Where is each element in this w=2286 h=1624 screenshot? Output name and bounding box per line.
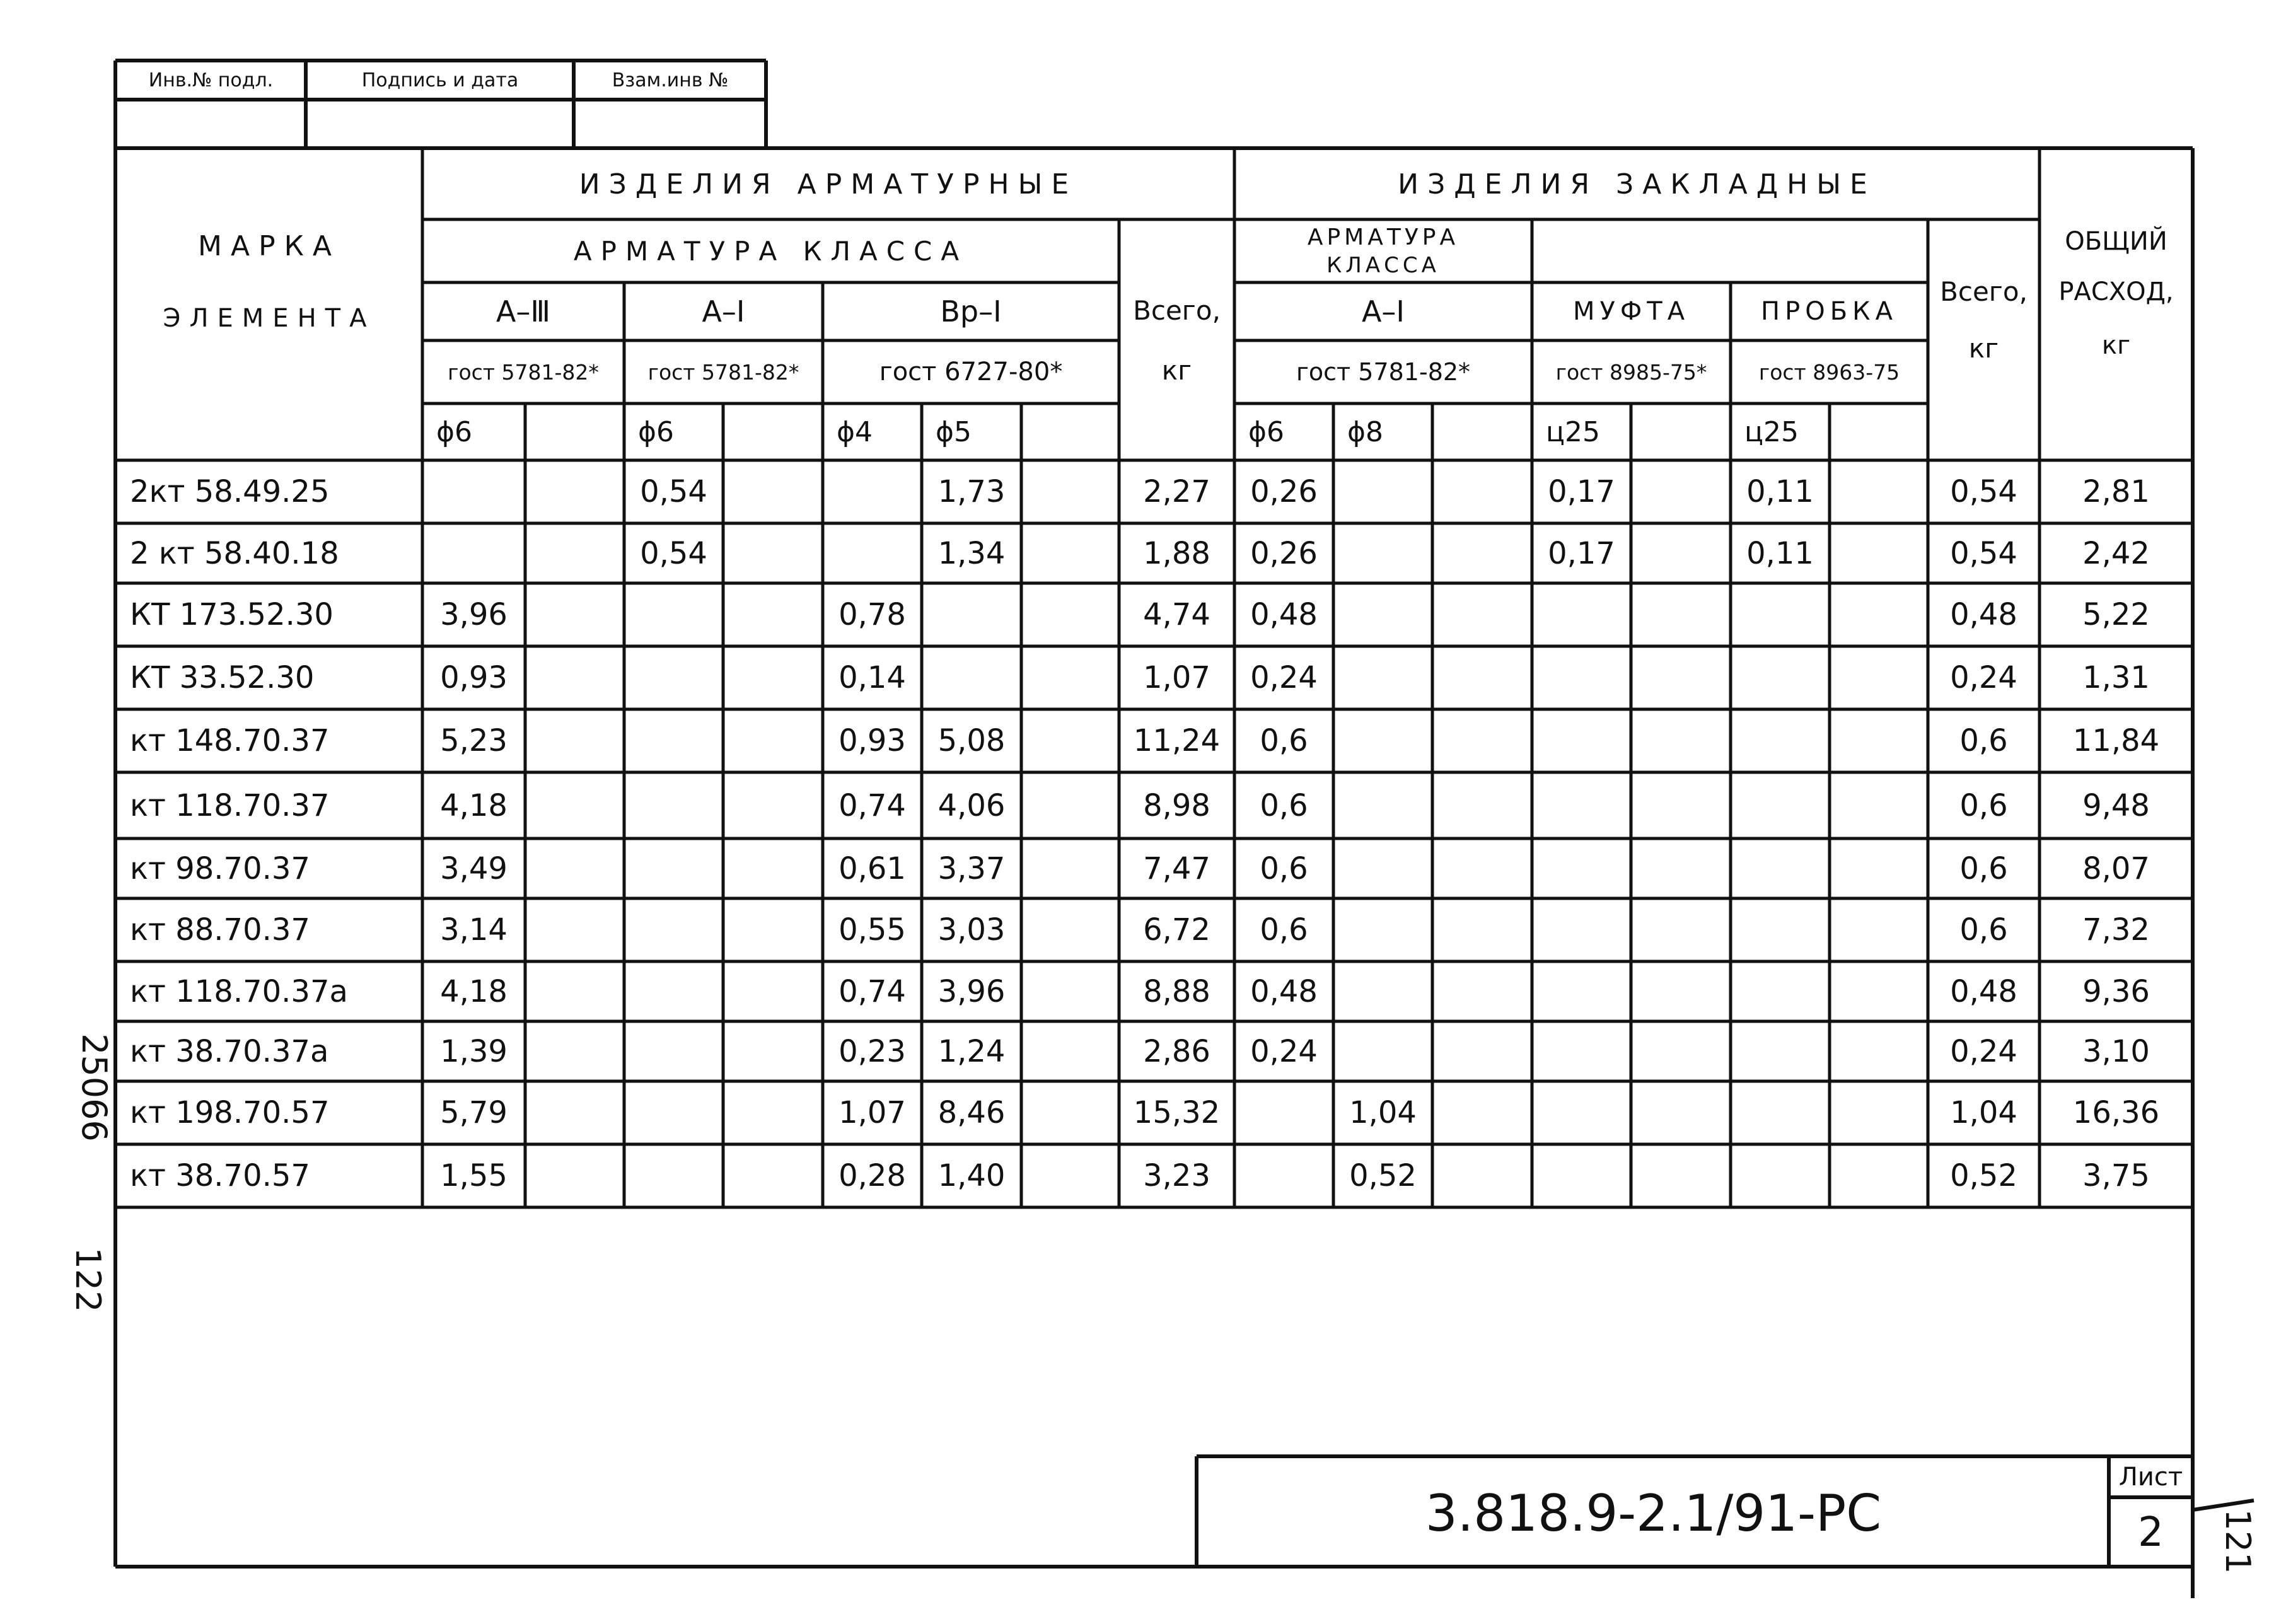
cell-a3: 3,49: [440, 850, 508, 886]
cell-z6: 0,24: [1250, 660, 1318, 695]
cell-a3: 0,93: [440, 660, 508, 695]
cell-bp4: 1,07: [838, 1095, 906, 1130]
cell-vsego1: 2,86: [1143, 1033, 1210, 1069]
cell-z6: [1236, 1083, 1332, 1142]
header-class-a3: А–Ⅲ: [496, 294, 551, 328]
stamp-inv-podl: Инв.№ подл.: [148, 69, 274, 91]
cell-bp5: 1,24: [937, 1033, 1006, 1069]
cell-total: 16,36: [2072, 1095, 2160, 1130]
cell-a1: [626, 1146, 721, 1205]
cell-z8: [1335, 840, 1430, 896]
header-kg-1: кг: [1161, 355, 1192, 386]
cell-mufta: [1534, 1146, 1629, 1205]
cell-bp4: 0,78: [838, 597, 906, 632]
cell-total: 8,07: [2082, 850, 2150, 886]
header-armatura-klassa-z-line2: КЛАССА: [1326, 253, 1440, 278]
element-mark: кт 118.70.37а: [130, 973, 348, 1009]
header-gost-a1: гост 5781-82*: [647, 359, 799, 385]
cell-z8: [1335, 900, 1430, 960]
element-mark: кт 198.70.57: [130, 1095, 330, 1130]
page-number-right: 121: [2218, 1509, 2258, 1574]
cell-a3: 1,55: [440, 1158, 508, 1193]
cell-z8: [1335, 1023, 1430, 1079]
cell-a3: [424, 462, 523, 521]
cell-bp5: 3,96: [937, 973, 1006, 1009]
cell-a1: [626, 585, 721, 644]
cell-probka: [1732, 774, 1828, 837]
sheet-number: 2: [2138, 1509, 2164, 1556]
element-mark: 2 кт 58.40.18: [130, 535, 339, 571]
cell-total: 5,22: [2082, 597, 2150, 632]
cell-vsego2: 1,04: [1950, 1095, 2017, 1130]
cell-z8: [1335, 963, 1430, 1019]
element-mark: КТ 173.52.30: [130, 597, 334, 632]
cell-probka: [1732, 840, 1828, 896]
cell-total: 11,84: [2072, 723, 2160, 758]
cell-vsego1: 1,07: [1143, 660, 1210, 695]
header-armatura-klassa: АРМАТУРА КЛАССА: [573, 235, 968, 267]
cell-z6: 0,48: [1250, 597, 1318, 632]
header-diameter-z-6: ϕ6: [1248, 415, 1285, 448]
cell-a1: [626, 1083, 721, 1142]
document-designation: 3.818.9-2.1/91-РС: [1425, 1483, 1882, 1543]
cell-a1: 0,54: [640, 535, 707, 571]
cell-vsego2: 0,24: [1950, 1033, 2017, 1069]
header-probka: ПРОБКА: [1761, 297, 1898, 326]
cell-z6: 0,6: [1260, 723, 1308, 758]
cell-a3: 5,23: [440, 723, 508, 758]
cell-mufta: [1534, 840, 1629, 896]
cell-a3: [424, 525, 523, 581]
cell-mufta: [1534, 648, 1629, 707]
cell-vsego2: 0,24: [1950, 660, 2017, 695]
header-diameter-bp1-5: ϕ5: [936, 415, 972, 448]
cell-total: 2,42: [2082, 535, 2150, 571]
header-class-a1-z: А–I: [1361, 294, 1405, 328]
stamp-podpis-data: Подпись и дата: [361, 69, 519, 91]
cell-probka: [1732, 648, 1828, 707]
cell-bp5: 5,08: [937, 723, 1006, 758]
header-diameter-a3: ϕ6: [436, 415, 473, 448]
cell-vsego1: 4,74: [1143, 597, 1210, 632]
cell-bp4: 0,74: [838, 973, 906, 1009]
cell-bp4: [825, 462, 920, 521]
element-mark: кт 38.70.57: [130, 1158, 310, 1193]
cell-a1: [626, 900, 721, 960]
header-mufta: МУФТА: [1572, 297, 1690, 326]
element-mark: кт 148.70.37: [130, 723, 330, 758]
cell-z6: 0,24: [1250, 1033, 1318, 1069]
header-vsego-2: Всего,: [1940, 276, 2028, 307]
cell-vsego2: 0,54: [1950, 474, 2017, 509]
cell-bp4: 0,61: [838, 850, 906, 886]
cell-bp4: 0,23: [838, 1033, 906, 1069]
element-mark: кт 98.70.37: [130, 850, 310, 886]
cell-mufta: 0,17: [1548, 535, 1615, 571]
cell-vsego1: 11,24: [1133, 723, 1221, 758]
cell-vsego2: 0,54: [1950, 535, 2017, 571]
element-mark: КТ 33.52.30: [130, 660, 315, 695]
cell-vsego2: 0,48: [1950, 973, 2017, 1009]
cell-bp4: 0,74: [838, 787, 906, 823]
header-diameter-bp1-4: ϕ4: [837, 415, 873, 448]
cell-mufta: [1534, 711, 1629, 770]
header-marka-line1: МАРКА: [198, 229, 340, 262]
cell-a1: [626, 711, 721, 770]
cell-vsego1: 2,27: [1143, 474, 1210, 509]
cell-bp4: [825, 525, 920, 581]
header-izdeliya-armaturnye: ИЗДЕЛИЯ АРМАТУРНЫЕ: [579, 168, 1078, 200]
cell-vsego1: 7,47: [1143, 850, 1210, 886]
header-diameter-probka: ц25: [1744, 415, 1799, 448]
page-number-left: 122: [68, 1247, 108, 1313]
cell-total: 3,75: [2082, 1158, 2150, 1193]
header-obshchiy-line1: ОБЩИЙ: [2065, 226, 2167, 256]
cell-bp4: 0,28: [838, 1158, 906, 1193]
cell-z6: 0,48: [1250, 973, 1318, 1009]
cell-bp4: 0,55: [838, 912, 906, 948]
cell-total: 9,48: [2082, 787, 2150, 823]
cell-vsego1: 15,32: [1133, 1095, 1221, 1130]
cell-z6: [1236, 1146, 1332, 1205]
cell-mufta: [1534, 900, 1629, 960]
header-diameter-a1: ϕ6: [638, 415, 675, 448]
cell-probka: [1732, 711, 1828, 770]
element-mark: кт 118.70.37: [130, 787, 330, 823]
header-gost-probka: гост 8963-75: [1758, 359, 1900, 385]
cell-a3: 4,18: [440, 787, 508, 823]
cell-z6: 0,6: [1260, 787, 1308, 823]
header-vsego-1: Всего,: [1133, 295, 1221, 326]
sheet-label: Лист: [2118, 1463, 2183, 1492]
header-obshchiy-line3: кг: [2101, 330, 2131, 360]
cell-probka: [1732, 1023, 1828, 1079]
cell-bp4: 0,14: [838, 660, 906, 695]
cell-mufta: [1534, 774, 1629, 837]
cell-total: 7,32: [2082, 912, 2150, 948]
cell-bp5: 3,37: [937, 850, 1006, 886]
header-gost-a1-z: гост 5781-82*: [1296, 358, 1471, 386]
cell-z8: [1335, 711, 1430, 770]
cell-z8: [1335, 774, 1430, 837]
cell-probka: 0,11: [1746, 474, 1814, 509]
header-izdeliya-zakladnye: ИЗДЕЛИЯ ЗАКЛАДНЫЕ: [1398, 168, 1876, 200]
header-gost-mufta: гост 8985-75*: [1555, 359, 1707, 385]
cell-z8: 1,04: [1349, 1095, 1417, 1130]
cell-vsego1: 1,88: [1143, 535, 1210, 571]
cell-a3: 5,79: [440, 1095, 508, 1130]
cell-bp5: [924, 585, 1019, 644]
header-diameter-mufta: ц25: [1546, 415, 1600, 448]
header-class-bp1: Вр–I: [940, 294, 1002, 328]
cell-mufta: 0,17: [1548, 474, 1615, 509]
cell-total: 9,36: [2082, 973, 2150, 1009]
element-mark: кт 38.70.37а: [130, 1033, 329, 1069]
cell-mufta: [1534, 1083, 1629, 1142]
cell-a1: [626, 648, 721, 707]
cell-probka: 0,11: [1746, 535, 1814, 571]
cell-bp5: 4,06: [937, 787, 1006, 823]
cell-z8: [1335, 585, 1430, 644]
cell-vsego2: 0,6: [1959, 912, 2008, 948]
cell-bp4: 0,93: [838, 723, 906, 758]
cell-vsego1: 8,98: [1143, 787, 1210, 823]
cell-mufta: [1534, 1023, 1629, 1079]
cell-a1: 0,54: [640, 474, 707, 509]
cell-z6: 0,26: [1250, 474, 1318, 509]
cell-a1: [626, 840, 721, 896]
cell-a3: 3,14: [440, 912, 508, 948]
cell-vsego2: 0,52: [1950, 1158, 2017, 1193]
cell-probka: [1732, 1146, 1828, 1205]
cell-bp5: [924, 648, 1019, 707]
header-armatura-klassa-z-line1: АРМАТУРА: [1307, 224, 1459, 250]
cell-z8: [1335, 525, 1430, 581]
cell-a1: [626, 1023, 721, 1079]
cell-mufta: [1534, 963, 1629, 1019]
cell-vsego2: 0,6: [1959, 787, 2008, 823]
cell-probka: [1732, 1083, 1828, 1142]
cell-z8: [1335, 648, 1430, 707]
cell-vsego1: 3,23: [1143, 1158, 1210, 1193]
header-gost-a3: гост 5781-82*: [448, 359, 599, 385]
archive-number: 25066: [74, 1033, 115, 1142]
cell-vsego1: 8,88: [1143, 973, 1210, 1009]
cell-total: 2,81: [2082, 474, 2150, 509]
cell-bp5: 8,46: [937, 1095, 1006, 1130]
cell-vsego2: 0,48: [1950, 597, 2017, 632]
cell-bp5: 1,73: [937, 474, 1006, 509]
cell-vsego2: 0,6: [1959, 850, 2008, 886]
cell-z8: 0,52: [1349, 1158, 1417, 1193]
cell-probka: [1732, 585, 1828, 644]
cell-bp5: 1,40: [937, 1158, 1006, 1193]
cell-a3: 4,18: [440, 973, 508, 1009]
cell-probka: [1732, 900, 1828, 960]
stamp-vzam-inv: Взам.инв №: [612, 69, 729, 91]
cell-vsego1: 6,72: [1143, 912, 1210, 948]
cell-z8: [1335, 462, 1430, 521]
cell-total: 3,10: [2082, 1033, 2150, 1069]
cell-mufta: [1534, 585, 1629, 644]
cell-z6: 0,6: [1260, 912, 1308, 948]
cell-bp5: 1,34: [937, 535, 1006, 571]
cell-a3: 1,39: [440, 1033, 508, 1069]
cell-probka: [1732, 963, 1828, 1019]
element-mark: кт 88.70.37: [130, 912, 310, 948]
header-class-a1: А–I: [702, 294, 745, 328]
cell-vsego2: 0,6: [1959, 723, 2008, 758]
header-obshchiy-line2: РАСХОД,: [2058, 277, 2174, 306]
cell-a1: [626, 963, 721, 1019]
cell-bp5: 3,03: [937, 912, 1006, 948]
cell-a1: [626, 774, 721, 837]
header-gost-bp1: гост 6727-80*: [879, 357, 1063, 386]
cell-z6: 0,6: [1260, 850, 1308, 886]
header-diameter-z-8: ϕ8: [1347, 415, 1384, 448]
cell-a3: 3,96: [440, 597, 508, 632]
element-mark: 2кт 58.49.25: [130, 474, 330, 509]
header-marka-line2: ЭЛЕМЕНТА: [163, 304, 376, 333]
cell-z6: 0,26: [1250, 535, 1318, 571]
header-kg-2: кг: [1968, 333, 1999, 364]
cell-total: 1,31: [2082, 660, 2150, 695]
